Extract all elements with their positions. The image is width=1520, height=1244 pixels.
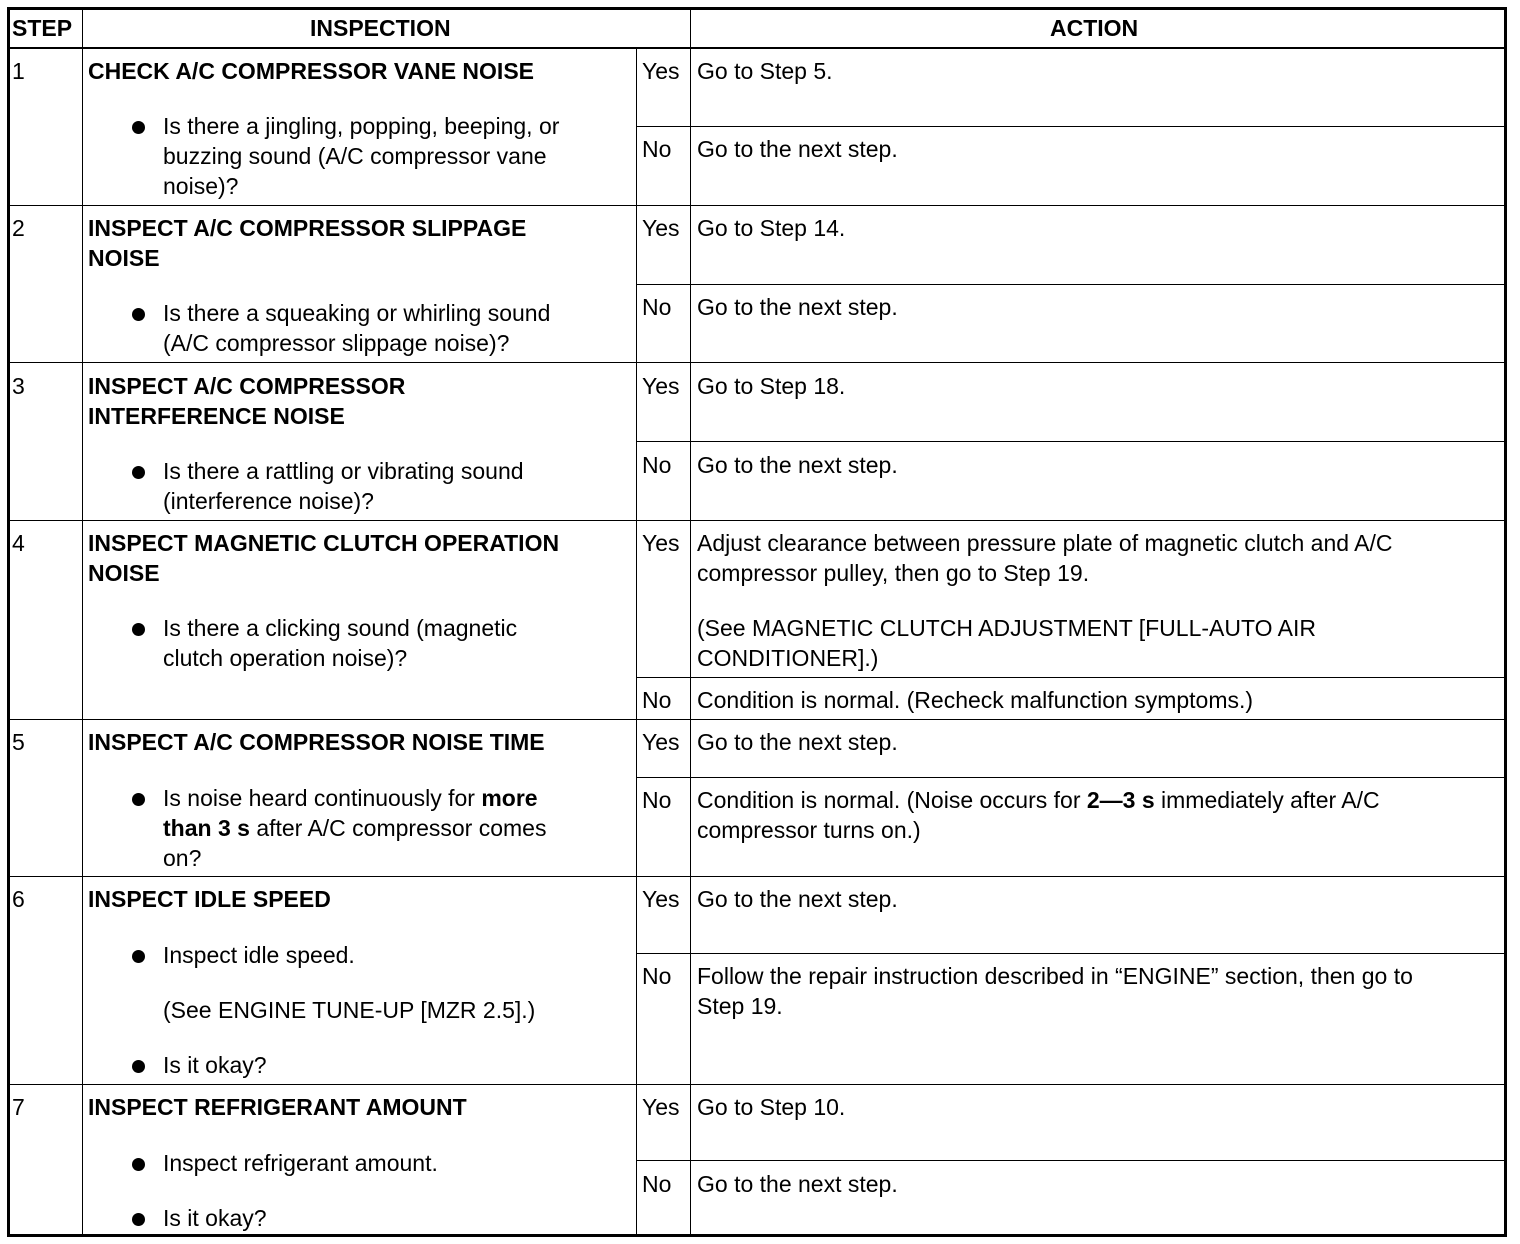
step-number: 4	[12, 530, 25, 556]
step-title: INSPECT REFRIGERANT AMOUNT	[88, 1094, 467, 1120]
reference-note: (See ENGINE TUNE-UP [MZR 2.5].)	[163, 997, 536, 1023]
answer-yes-action: Adjust clearance between pressure plate of magnetic clutch and A/C	[697, 530, 1393, 556]
bullet-text: Is there a rattling or vibrating sound	[163, 458, 524, 484]
bullet-text: buzzing sound (A/C compressor vane	[163, 143, 547, 169]
answer-divider	[636, 777, 1507, 778]
step-divider	[7, 520, 1507, 521]
bullet-icon	[132, 623, 145, 636]
step-number: 6	[12, 886, 25, 912]
answer-yes-label: Yes	[642, 530, 680, 556]
bullet-icon	[132, 1060, 145, 1073]
bullet-icon	[132, 308, 145, 321]
divider-step-col	[82, 7, 83, 1237]
header-divider	[7, 47, 1507, 49]
step-number: 7	[12, 1094, 25, 1120]
answer-no-label: No	[642, 687, 672, 713]
answer-no-action: Go to the next step.	[697, 294, 898, 320]
step-number: 2	[12, 215, 25, 241]
bullet-text: on?	[163, 845, 202, 871]
answer-no-label: No	[642, 1171, 672, 1197]
bullet-text: Is it okay?	[163, 1052, 267, 1078]
bullet-text: Is there a squeaking or whirling sound	[163, 300, 551, 326]
answer-no-label: No	[642, 136, 672, 162]
bullet-text: than 3 s after A/C compressor comes	[163, 815, 547, 841]
bullet-text: Is it okay?	[163, 1205, 267, 1231]
step-title: INTERFERENCE NOISE	[88, 403, 345, 429]
bullet-text: clutch operation noise)?	[163, 645, 408, 671]
answer-no-action: Go to the next step.	[697, 136, 898, 162]
bullet-icon	[132, 1213, 145, 1226]
diagnostic-table	[7, 7, 1507, 1237]
step-title: NOISE	[88, 560, 160, 586]
bullet-icon	[132, 950, 145, 963]
bold-text: more	[481, 785, 538, 811]
header-action: ACTION	[1050, 15, 1139, 41]
answer-yes-action: Go to Step 14.	[697, 215, 846, 241]
bullet-icon	[132, 121, 145, 134]
answer-divider	[636, 1160, 1507, 1161]
step-title: INSPECT A/C COMPRESSOR	[88, 373, 406, 399]
answer-yes-label: Yes	[642, 58, 680, 84]
answer-yes-label: Yes	[642, 373, 680, 399]
answer-no-action: Step 19.	[697, 993, 783, 1019]
answer-yes-reference: CONDITIONER].)	[697, 645, 879, 671]
step-title: NOISE	[88, 245, 160, 271]
bullet-text: Is there a clicking sound (magnetic	[163, 615, 518, 641]
answer-no-action: Go to the next step.	[697, 1171, 898, 1197]
answer-yes-label: Yes	[642, 729, 680, 755]
step-number: 1	[12, 58, 25, 84]
bullet-text: Inspect refrigerant amount.	[163, 1150, 438, 1176]
bullet-text: Is noise heard continuously for more	[163, 785, 538, 811]
step-divider	[7, 719, 1507, 720]
answer-divider	[636, 284, 1507, 285]
step-divider	[7, 362, 1507, 363]
step-divider	[7, 205, 1507, 206]
bold-text: 2—3 s	[1086, 787, 1155, 813]
answer-divider	[636, 126, 1507, 127]
answer-yes-action: Go to the next step.	[697, 886, 898, 912]
step-title: CHECK A/C COMPRESSOR VANE NOISE	[88, 58, 534, 84]
answer-no-action: Condition is normal. (Noise occurs for 2—3 s immediately after A/C	[697, 787, 1380, 813]
answer-no-action: Go to the next step.	[697, 452, 898, 478]
step-number: 5	[12, 729, 25, 755]
bullet-text: (interference noise)?	[163, 488, 374, 514]
bullet-icon	[132, 1158, 145, 1171]
answer-no-action: Follow the repair instruction described in “ENGINE” section, then go to	[697, 963, 1413, 989]
step-divider	[7, 876, 1507, 877]
bullet-icon	[132, 466, 145, 479]
answer-yes-action: Go to Step 10.	[697, 1094, 846, 1120]
answer-no-label: No	[642, 294, 672, 320]
step-title: INSPECT MAGNETIC CLUTCH OPERATION	[88, 530, 560, 556]
divider-action-col	[690, 7, 691, 1237]
step-divider	[7, 1084, 1507, 1085]
answer-yes-action: compressor pulley, then go to Step 19.	[697, 560, 1090, 586]
header-step: STEP	[12, 15, 73, 41]
bullet-text: Inspect idle speed.	[163, 942, 355, 968]
answer-yes-reference: (See MAGNETIC CLUTCH ADJUSTMENT [FULL-AUTO AIR	[697, 615, 1316, 641]
answer-yes-label: Yes	[642, 215, 680, 241]
answer-yes-label: Yes	[642, 1094, 680, 1120]
bullet-text: (A/C compressor slippage noise)?	[163, 330, 510, 356]
answer-no-label: No	[642, 452, 672, 478]
bold-text: than 3 s	[163, 815, 250, 841]
answer-yes-action: Go to the next step.	[697, 729, 898, 755]
answer-no-action: Condition is normal. (Recheck malfunction symptoms.)	[697, 687, 1254, 713]
answer-yes-action: Go to Step 5.	[697, 58, 833, 84]
divider-answer-col	[636, 48, 637, 1237]
step-number: 3	[12, 373, 25, 399]
answer-yes-action: Go to Step 18.	[697, 373, 846, 399]
bullet-icon	[132, 793, 145, 806]
step-title: INSPECT A/C COMPRESSOR NOISE TIME	[88, 729, 545, 755]
bullet-text: Is there a jingling, popping, beeping, or	[163, 113, 560, 139]
step-title: INSPECT IDLE SPEED	[88, 886, 331, 912]
answer-yes-label: Yes	[642, 886, 680, 912]
answer-no-action: compressor turns on.)	[697, 817, 921, 843]
answer-divider	[636, 441, 1507, 442]
step-title: INSPECT A/C COMPRESSOR SLIPPAGE	[88, 215, 527, 241]
bullet-text: noise)?	[163, 173, 239, 199]
answer-divider	[636, 677, 1507, 678]
answer-no-label: No	[642, 963, 672, 989]
answer-divider	[636, 953, 1507, 954]
header-inspection: INSPECTION	[310, 15, 451, 41]
answer-no-label: No	[642, 787, 672, 813]
